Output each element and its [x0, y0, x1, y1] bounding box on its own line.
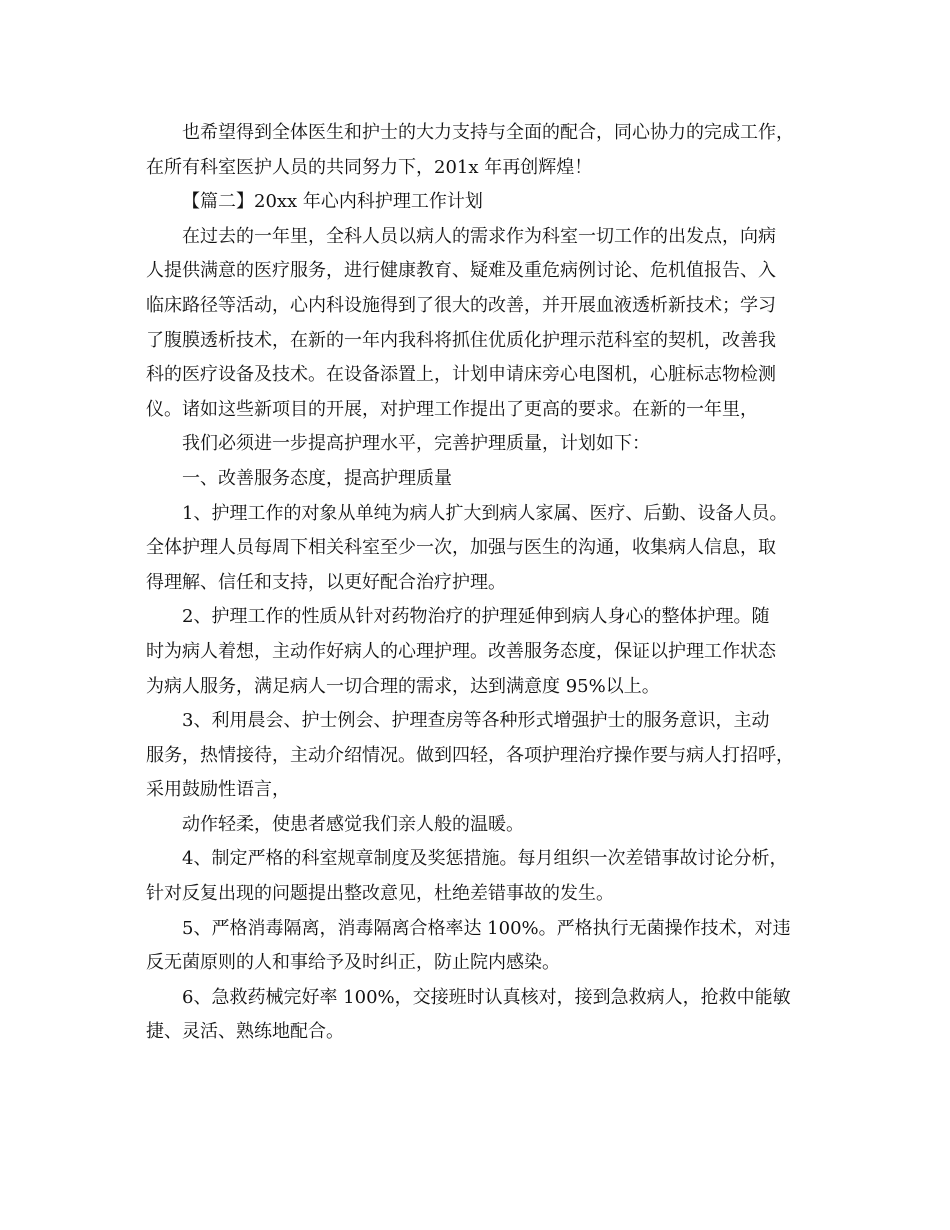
text-line: 人提供满意的医疗服务，进行健康教育、疑难及重危病例讨论、危机值报告、入: [146, 260, 776, 282]
text-line: 3、利用晨会、护士例会、护理查房等各种形式增强护士的服务意识，主动: [182, 710, 770, 732]
list-item-4: [146, 842, 806, 911]
document-body: [146, 116, 806, 1050]
text-line: 在过去的一年里，全科人员以病人的需求作为科室一切工作的出发点，向病: [182, 225, 776, 247]
text-line: 我们必须进一步提高护理水平，完善护理质量，计划如下：: [182, 433, 650, 455]
paragraph-plan-intro: [146, 427, 806, 462]
text-line: 针对反复出现的问题提出整改意见，杜绝差错事故的发生。: [146, 883, 614, 905]
text-line: 为病人服务，满足病人一切合理的需求，达到满意度 95%以上。: [146, 675, 660, 697]
text-line: 采用鼓励性语言，: [146, 779, 290, 801]
text-line: 5、严格消毒隔离，消毒隔离合格率达 100%。严格执行无菌操作技术，对违: [182, 917, 791, 939]
text-line: 【篇二】20xx 年心内科护理工作计划: [182, 191, 483, 213]
paragraph-continuation: [146, 808, 806, 843]
text-line: 一、改善服务态度，提高护理质量: [182, 467, 452, 489]
text-line: 临床路径等活动，心内科设施得到了很大的改善，并开展血液透析新技术；学习: [146, 294, 776, 316]
text-line: 2、护理工作的性质从针对药物治疗的护理延伸到病人身心的整体护理。随: [182, 606, 770, 628]
text-line: 全体护理人员每周下相关科室至少一次，加强与医生的沟通，收集病人信息，取: [146, 537, 776, 559]
paragraph-closing: [146, 116, 806, 185]
list-item-3: [146, 704, 806, 808]
text-line: 也希望得到全体医生和护士的大力支持与全面的配合，同心协力的完成工作，: [182, 122, 794, 143]
subsection-heading: [146, 462, 806, 497]
text-line: 时为病人着想，主动作好病人的心理护理。改善服务态度，保证以护理工作状态: [146, 640, 776, 662]
text-line: 在所有科室医护人员的共同努力下，201x 年再创辉煌！: [146, 156, 593, 178]
list-item-1: [146, 497, 806, 601]
text-line: 反无菌原则的人和事给予及时纠正，防止院内感染。: [146, 952, 560, 974]
list-item-2: [146, 600, 806, 704]
list-item-5: [146, 912, 806, 981]
text-line: 4、制定严格的科室规章制度及奖惩措施。每月组织一次差错事故讨论分析，: [182, 848, 788, 870]
text-line: 科的医疗设备及技术。在设备添置上，计划申请床旁心电图机，心脏标志物检测: [146, 364, 776, 386]
text-line: 服务，热情接待，主动介绍情况。做到四轻，各项护理治疗操作要与病人打招呼，: [146, 744, 794, 766]
text-line: 得理解、信任和支持，以更好配合治疗护理。: [146, 571, 506, 593]
text-line: 仪。诸如这些新项目的开展，对护理工作提出了更高的要求。在新的一年里，: [146, 398, 758, 420]
text-line: 1、护理工作的对象从单纯为病人扩大到病人家属、医疗、后勤、设备人员。: [182, 502, 788, 524]
section-heading: [146, 185, 806, 220]
list-item-6: [146, 981, 806, 1050]
text-line: 6、急救药械完好率 100%，交接班时认真核对，接到急救病人，抢救中能敏: [182, 986, 791, 1008]
text-line: 捷、灵活、熟练地配合。: [146, 1021, 344, 1043]
text-line: 了腹膜透析技术，在新的一年内我科将抓住优质化护理示范科室的契机，改善我: [146, 329, 776, 351]
paragraph-intro: [146, 220, 806, 428]
text-line: 动作轻柔，使患者感觉我们亲人般的温暖。: [182, 813, 524, 835]
